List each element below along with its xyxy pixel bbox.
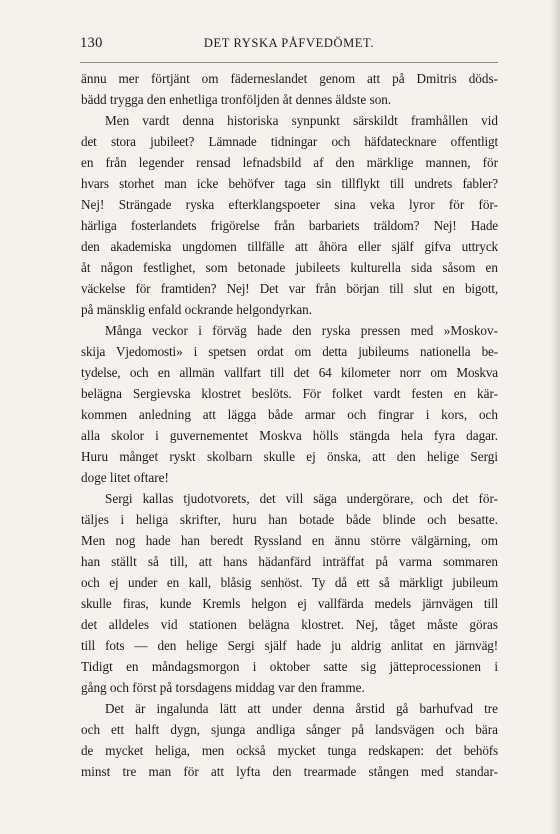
- running-head: DET RYSKA PÅFVEDÖMET.: [203, 36, 375, 50]
- text-line: Nej! Strängade ryska efterklangspoeter sina veka lyror för för-: [81, 197, 498, 212]
- text-line: hvars storhet man icke behöfver taga sin tillflykt till undrets fabler?: [81, 176, 498, 191]
- header-rule: [80, 62, 498, 63]
- text-line: täljes i heliga skrifter, huru han botade både blinde och besatte.: [81, 512, 498, 527]
- text-line: skija Vjedomosti» i spetsen ordat om detta jubileums nationella be-: [81, 344, 498, 359]
- text-line: det alldeles vid stationen belägna klostret. Nej, tåget måste göras: [81, 617, 498, 632]
- page-number: 130: [80, 35, 103, 51]
- paragraph: [81, 488, 498, 698]
- text-line: gång och först på torsdagens middag var den framme.: [81, 680, 365, 695]
- text-line: tydelse, och en allmän vallfart till det 64 kilometer norr om Moskva: [81, 365, 498, 380]
- text-line: Tidigt en måndagsmorgon i oktober satte sig jätteprocessionen i: [81, 659, 498, 674]
- paragraph: [81, 698, 498, 782]
- text-line: Det är ingalunda lätt att under denna årstid gå barhufvad tre: [105, 701, 498, 716]
- text-line: bädd trygga den enhetliga tronföljden åt dennes äldste son.: [81, 92, 392, 107]
- text-line: alla skolor i guvernementet Moskva hölls stängda hela fyra dagar.: [81, 428, 498, 443]
- text-line: och ett halft dygn, sjunga andliga sånger på landsvägen och bära: [81, 722, 498, 737]
- text-line: de mycket heliga, men också mycket tunga redskapen: det behöfs: [81, 743, 498, 758]
- text-line: Men vardt denna historiska synpunkt särskildt framhållen vid: [105, 113, 498, 128]
- text-line: Många veckor i förväg hade den ryska pressen med »Moskov-: [105, 323, 498, 338]
- text-line: Men nog hade han beredt Ryssland en ännu större välgärning, om: [81, 533, 498, 548]
- paragraph: [81, 68, 498, 110]
- text-line: kommen anledning att lägga både armar och fingrar i kors, och: [81, 407, 498, 422]
- text-line: den akademiska ungdomen tillfälle att åhöra eller själf gifva uttryck: [81, 239, 498, 254]
- paragraph: [81, 320, 498, 488]
- paragraph: [81, 110, 498, 320]
- text-line: härliga fosterlandets frigörelse från barbariets träldom? Nej! Hade: [81, 218, 498, 233]
- text-line: skulle firas, kunde Kremls helgon ej vallfärda medels järnvägen till: [81, 596, 498, 611]
- body-text: [81, 68, 498, 782]
- text-line: doge litet oftare!: [81, 470, 169, 485]
- text-line: på mänsklig enfald ockrande helgondyrkan.: [81, 302, 313, 317]
- text-line: till fots — den helige Sergi själf hade ju aldrig anlitat en järnväg!: [81, 638, 498, 653]
- text-line: ännu mer förtjänt om fäderneslandet genom att på Dmitris döds-: [81, 71, 498, 86]
- text-line: belägna Sergievska klostret beslöts. För folket vardt festen en kär-: [81, 386, 498, 401]
- text-line: väckelse för framtiden? Nej! Det var från början till slut en bigott,: [81, 281, 498, 296]
- text-line: åt någon festlighet, som betonade jubileets kulturella sida såsom en: [81, 260, 498, 275]
- text-line: minst tre man för att lyfta den trearmade stången med standar-: [81, 764, 498, 779]
- text-line: och ej under en kall, blåsig senhöst. Ty då ett så märkligt jubileum: [81, 575, 498, 590]
- text-line: Huru månget ryskt skolbarn skulle ej önska, att den helige Sergi: [81, 449, 498, 464]
- text-line: han ställt så till, att hans hädanfärd inträffat på varma sommaren: [81, 554, 498, 569]
- text-line: det stora jubileet? Lämnade tidningar och häfdatecknare offentligt: [81, 134, 498, 149]
- text-line: Sergi kallas tjudotvorets, det vill säga undergörare, och det för-: [105, 491, 498, 506]
- page-header: [80, 35, 498, 55]
- text-line: en från legender rensad lefnadsbild af den märklige mannen, för: [81, 155, 498, 170]
